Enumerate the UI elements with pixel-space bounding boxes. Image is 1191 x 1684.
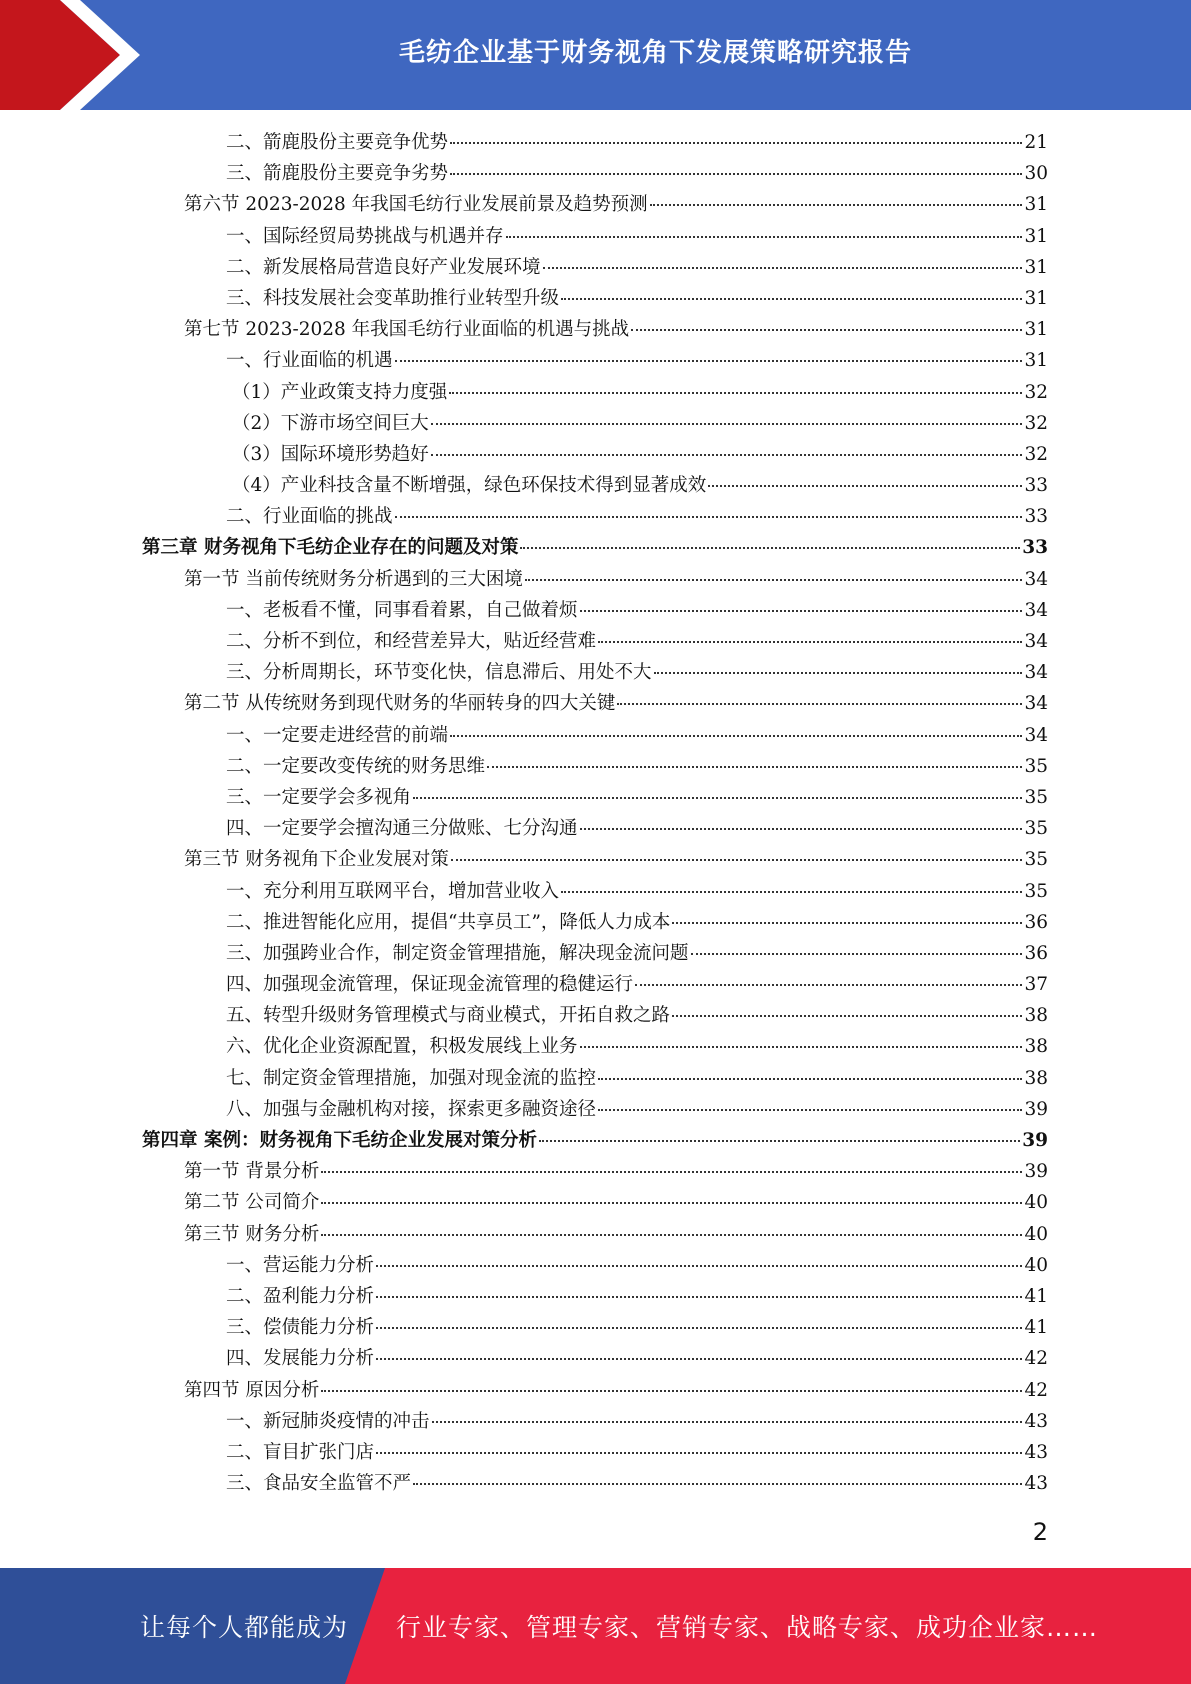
toc-leader-dots [672,922,1022,924]
toc-entry-label: 二、盈利能力分析 [226,1285,375,1307]
toc-entry[interactable] [142,752,1048,783]
toc-entry-label: 第一节 背景分析 [184,1161,320,1183]
toc-entry-label: 二、分析不到位，和经营差异大，贴近经营难 [226,631,597,652]
toc-leader-dots [598,1109,1022,1111]
toc-entry-page: 41 [1024,1285,1048,1307]
toc-leader-dots [321,1234,1022,1236]
toc-entry-label: 二、行业面临的挑战 [226,506,393,528]
toc-entry[interactable] [142,783,1048,814]
toc-entry-label: 一、一定要走进经营的前端 [226,724,449,746]
toc-leader-dots [580,828,1023,830]
toc-entry-page: 43 [1024,1441,1048,1463]
toc-leader-dots [598,1078,1022,1080]
toc-entry-page: 35 [1024,786,1048,808]
toc-entry-page: 34 [1024,693,1048,715]
toc-entry[interactable] [142,1188,1048,1219]
toc-entry-page: 33 [1024,475,1048,497]
toc-entry[interactable] [142,1313,1048,1344]
toc-entry[interactable] [142,1407,1048,1438]
toc-entry[interactable] [142,1220,1048,1251]
toc-entry-label: 二、盲目扩张门店 [226,1441,375,1463]
toc-entry-label: （1）产业政策支持力度强 [232,381,448,403]
toc-entry-page: 39 [1024,1098,1048,1120]
toc-entry-page: 32 [1024,381,1048,403]
toc-leader-dots [450,173,1022,175]
page-header [0,0,1191,110]
toc-entry[interactable] [142,565,1048,596]
toc-entry-page: 36 [1024,911,1048,933]
toc-entry[interactable] [142,253,1048,284]
table-of-contents [142,128,1048,1500]
toc-entry-label: 第二节 从传统财务到现代财务的华丽转身的四大关键 [184,693,616,715]
toc-entry-label: 三、箭鹿股份主要竞争劣势 [226,163,449,185]
toc-leader-dots [376,1358,1022,1360]
toc-entry-page: 33 [1024,506,1048,528]
toc-entry[interactable] [142,814,1048,845]
toc-entry-label: （3）国际环境形势趋好 [232,443,429,465]
toc-leader-dots [395,516,1023,518]
toc-entry-page: 35 [1024,818,1048,840]
toc-entry-page: 32 [1024,412,1048,434]
toc-leader-dots [580,610,1023,612]
toc-entry[interactable] [142,533,1048,564]
toc-leader-dots [376,1452,1022,1454]
toc-entry-label: 四、加强现金流管理，保证现金流管理的稳健运行 [226,974,634,996]
toc-leader-dots [449,392,1022,394]
toc-entry[interactable] [142,970,1048,1001]
toc-entry-page: 36 [1024,942,1048,964]
toc-leader-dots [376,1265,1022,1267]
toc-entry-page: 35 [1024,880,1048,902]
toc-leader-dots [431,454,1023,456]
toc-leader-dots [539,1140,1020,1142]
toc-leader-dots [672,1015,1022,1017]
toc-entry[interactable] [142,502,1048,533]
toc-entry-label: 四、一定要学会擅沟通三分做账、七分沟通 [226,818,578,840]
toc-entry-label: 一、充分利用互联网平台，增加营业收入 [226,880,560,902]
toc-leader-dots [543,267,1023,269]
toc-leader-dots [654,672,1023,674]
toc-leader-dots [561,891,1022,893]
toc-entry[interactable] [142,440,1048,471]
toc-entry-label: 第二节 公司简介 [184,1192,320,1214]
toc-entry-label: 四、发展能力分析 [226,1348,375,1370]
toc-entry-page: 34 [1024,631,1048,652]
toc-entry[interactable] [142,1032,1048,1063]
toc-leader-dots [431,423,1023,425]
toc-entry-page: 31 [1024,256,1048,278]
toc-entry[interactable] [142,658,1048,689]
toc-leader-dots [635,984,1022,986]
toc-leader-dots [650,204,1023,206]
toc-entry-label: 第四章 案例：财务视角下毛纺企业发展对策分析 [142,1130,537,1151]
toc-entry-page: 38 [1024,1067,1048,1089]
toc-entry-label: 二、新发展格局营造良好产业发展环境 [226,256,541,278]
toc-entry-label: 第六节 2023-2028 年我国毛纺行业发展前景及趋势预测 [184,194,648,216]
toc-entry[interactable] [142,284,1048,315]
toc-entry-page: 31 [1024,225,1048,247]
toc-entry[interactable] [142,1282,1048,1313]
page-footer [0,1568,1191,1684]
toc-entry-label: 第三节 财务视角下企业发展对策 [184,849,449,871]
toc-entry[interactable] [142,845,1048,876]
toc-leader-dots [487,766,1022,768]
toc-entry-label: 三、分析周期长，环节变化快，信息滞后、用处不大 [226,662,652,684]
toc-entry[interactable] [142,346,1048,377]
page-number: 2 [1032,1518,1048,1546]
toc-entry-label: 第一节 当前传统财务分析遇到的三大困境 [184,568,523,590]
toc-entry[interactable] [142,222,1048,253]
toc-entry[interactable] [142,689,1048,720]
toc-entry-page: 40 [1024,1223,1048,1245]
toc-entry[interactable] [142,908,1048,939]
footer-roles: 行业专家、管理专家、营销专家、战略专家、成功企业家…… [396,1613,1099,1642]
toc-leader-dots [321,1202,1022,1204]
toc-entry[interactable] [142,315,1048,346]
toc-leader-dots [506,236,1023,238]
toc-entry-page: 40 [1024,1192,1048,1214]
toc-entry[interactable] [142,877,1048,908]
toc-entry-page: 40 [1024,1254,1048,1276]
toc-entry-page: 34 [1024,568,1048,590]
toc-entry-page: 35 [1024,849,1048,871]
toc-entry-label: 第七节 2023-2028 年我国毛纺行业面临的机遇与挑战 [184,319,630,341]
toc-entry[interactable] [142,1064,1048,1095]
toc-entry-page: 42 [1024,1379,1048,1401]
toc-leader-dots [580,1046,1023,1048]
toc-entry-page: 39 [1022,1130,1048,1151]
toc-entry[interactable] [142,1376,1048,1407]
toc-entry[interactable] [142,1001,1048,1032]
toc-entry-label: 第三节 财务分析 [184,1223,320,1245]
toc-leader-dots [708,485,1022,487]
toc-entry-label: 第三章 财务视角下毛纺企业存在的问题及对策 [142,537,519,559]
toc-entry[interactable] [142,1469,1048,1500]
toc-entry-label: 三、偿债能力分析 [226,1317,375,1339]
toc-entry[interactable] [142,627,1048,658]
toc-entry[interactable] [142,471,1048,502]
toc-leader-dots [432,1421,1023,1423]
toc-entry-label: 一、营运能力分析 [226,1254,375,1276]
toc-leader-dots [525,579,1023,581]
toc-leader-dots [321,1171,1022,1173]
toc-entry-label: 三、科技发展社会变革助推行业转型升级 [226,287,560,309]
toc-entry-page: 39 [1024,1161,1048,1183]
toc-entry-page: 34 [1024,724,1048,746]
toc-entry[interactable] [142,1126,1048,1157]
toc-entry-page: 31 [1024,194,1048,216]
toc-entry-page: 34 [1024,599,1048,621]
toc-entry[interactable] [142,1344,1048,1375]
toc-entry-label: 二、一定要改变传统的财务思维 [226,755,486,777]
toc-leader-dots [561,298,1022,300]
toc-entry-page: 38 [1024,1005,1048,1027]
toc-entry-label: 一、行业面临的机遇 [226,350,393,372]
toc-leader-dots [520,547,1020,549]
toc-entry[interactable] [142,721,1048,752]
toc-entry[interactable] [142,596,1048,627]
toc-entry[interactable] [142,190,1048,221]
toc-entry-page: 42 [1024,1348,1048,1370]
toc-leader-dots [451,859,1023,861]
toc-entry-label: 一、老板看不懂，同事看着累，自己做着烦 [226,599,578,621]
toc-leader-dots [395,360,1023,362]
toc-entry-label: 六、优化企业资源配置，积极发展线上业务 [226,1036,578,1058]
toc-leader-dots [450,142,1022,144]
toc-entry[interactable] [142,378,1048,409]
toc-entry-label: 八、加强与金融机构对接，探索更多融资途径 [226,1098,597,1120]
toc-entry[interactable] [142,128,1048,159]
toc-leader-dots [631,329,1022,331]
toc-entry-page: 41 [1024,1317,1048,1339]
toc-leader-dots [376,1327,1022,1329]
toc-entry-label: 三、一定要学会多视角 [226,786,412,808]
toc-entry-page: 30 [1024,163,1048,185]
toc-leader-dots [691,953,1023,955]
toc-entry-page: 35 [1024,755,1048,777]
toc-entry-page: 38 [1024,1036,1048,1058]
toc-entry-page: 37 [1024,974,1048,996]
toc-entry[interactable] [142,159,1048,190]
footer-slogan: 让每个人都能成为 [140,1613,349,1642]
toc-leader-dots [376,1296,1022,1298]
toc-entry-page: 31 [1024,319,1048,341]
toc-entry-page: 43 [1024,1410,1048,1432]
document-title: 毛纺企业基于财务视角下发展策略研究报告 [398,37,912,68]
toc-entry-page: 43 [1024,1473,1048,1495]
toc-entry-page: 21 [1024,132,1048,153]
toc-entry[interactable] [142,1095,1048,1126]
toc-entry-label: 一、新冠肺炎疫情的冲击 [226,1410,430,1432]
toc-leader-dots [598,641,1022,643]
toc-entry[interactable] [142,409,1048,440]
toc-leader-dots [413,797,1022,799]
toc-entry-label: 五、转型升级财务管理模式与商业模式，开拓自救之路 [226,1005,671,1027]
toc-entry-label: 三、加强跨业合作，制定资金管理措施，解决现金流问题 [226,942,689,964]
toc-entry[interactable] [142,939,1048,970]
toc-leader-dots [450,735,1022,737]
toc-entry-label: 一、国际经贸局势挑战与机遇并存 [226,225,504,247]
toc-entry-page: 31 [1024,350,1048,372]
toc-entry-label: 第四节 原因分析 [184,1379,320,1401]
toc-entry-label: 七、制定资金管理措施，加强对现金流的监控 [226,1067,597,1089]
toc-leader-dots [413,1483,1022,1485]
toc-entry[interactable] [142,1251,1048,1282]
toc-entry-page: 31 [1024,287,1048,309]
toc-entry[interactable] [142,1157,1048,1188]
toc-entry[interactable] [142,1438,1048,1469]
toc-leader-dots [321,1390,1022,1392]
toc-entry-label: （4）产业科技含量不断增强，绿色环保技术得到显著成效 [232,475,707,497]
toc-leader-dots [617,703,1022,705]
toc-entry-page: 33 [1022,537,1048,559]
toc-entry-page: 34 [1024,662,1048,684]
toc-entry-label: 二、箭鹿股份主要竞争优势 [226,132,449,153]
toc-entry-label: 三、食品安全监管不严 [226,1473,412,1495]
toc-entry-label: （2）下游市场空间巨大 [232,412,429,434]
toc-entry-label: 二、推进智能化应用，提倡“共享员工”，降低人力成本 [226,911,671,933]
toc-entry-page: 32 [1024,443,1048,465]
header-arrow-icon [0,0,160,110]
